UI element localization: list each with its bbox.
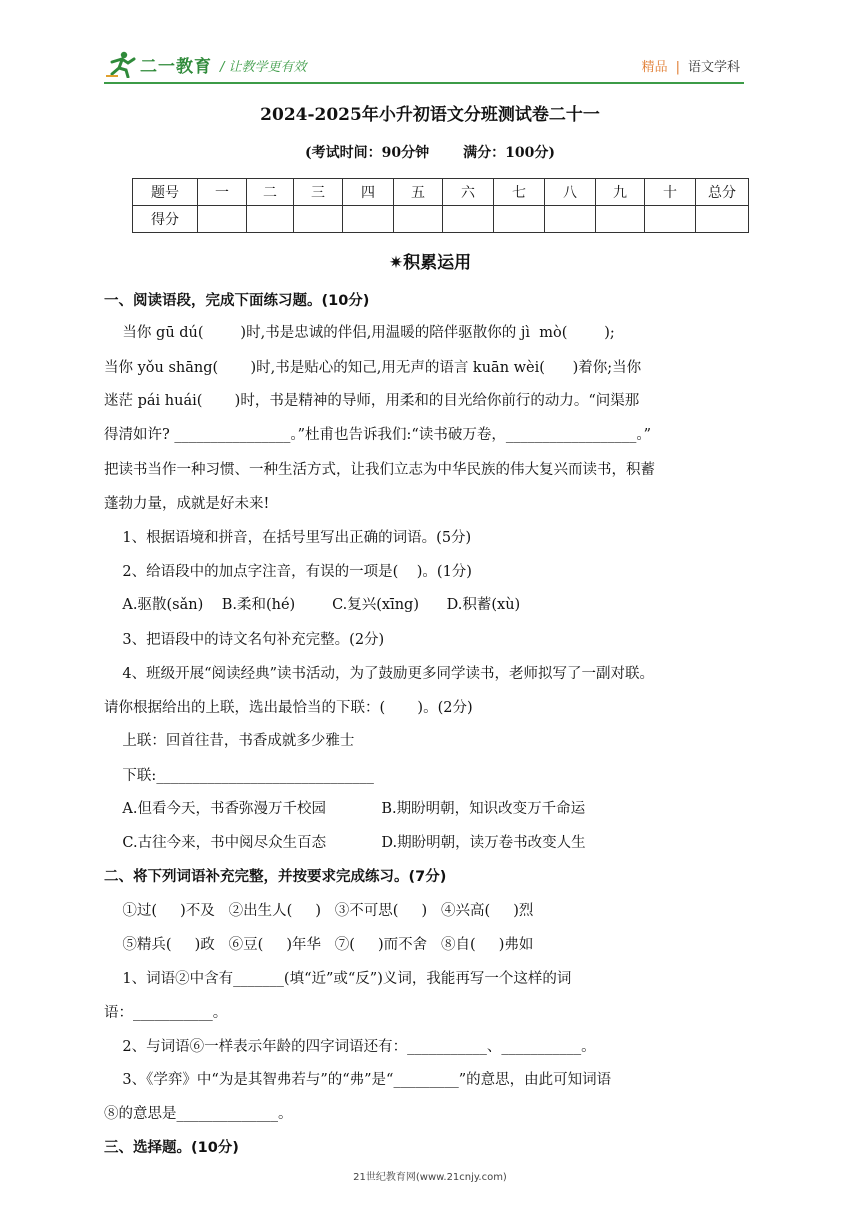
score-cell: 二 (247, 179, 294, 206)
sub-question: 4、班级开展“阅读经典”读书活动，为了鼓励更多同学读书，老师拟写了一副对联。 (104, 666, 654, 682)
score-input-cell[interactable] (294, 206, 343, 233)
sub-question: 1、词语②中含有_______(填“近”或“反”)义词，我能再写一个这样的词 (104, 971, 572, 987)
exam-full-score: 满分：100分) (463, 145, 555, 161)
answer-options: C.古往今来，书中阅尽众生百态 D.期盼明朝，读万卷书改变人生 (104, 835, 586, 851)
score-input-cell[interactable] (247, 206, 294, 233)
score-cell: 八 (545, 179, 596, 206)
jingpin-label: 精品 (641, 60, 668, 75)
couplet-line: 下联:______________________________ (104, 768, 374, 784)
sub-question: 请你根据给出的上联，选出最恰当的下联：( )。(2分) (104, 700, 473, 716)
slogan: / 让教学更有效 (220, 60, 307, 75)
sub-question: ⑧的意思是______________。 (104, 1106, 293, 1122)
separator: | (675, 60, 680, 75)
page-footer: 21世纪教育网(www.21cnjy.com) (353, 1172, 507, 1183)
header-divider (104, 82, 744, 84)
passage-line: 蓬勃力量，成就是好未来! (104, 496, 270, 512)
score-cell: 一 (198, 179, 247, 206)
score-cell: 题号 (133, 179, 198, 206)
score-input-cell[interactable] (545, 206, 596, 233)
score-input-cell[interactable] (394, 206, 443, 233)
score-table-score-row (133, 206, 749, 233)
couplet-line: 上联：回首往昔，书香成就多少雅士 (104, 733, 355, 749)
passage-line: 把读书当作一种习惯、一种生活方式，让我们立志为中华民族的伟大复兴而读书，积蓄 (104, 462, 655, 478)
logo-text: 二一教育 (140, 56, 212, 77)
page-title: 2024-2025年小升初语文分班测试卷二十一 (260, 105, 600, 125)
score-input-cell[interactable] (596, 206, 645, 233)
score-cell: 九 (596, 179, 645, 206)
word-fill-line: ⑤精兵( )政 ⑥豆( )年华 ⑦( )而不舍 ⑧自( )弗如 (104, 937, 534, 953)
score-input-cell[interactable] (494, 206, 545, 233)
score-table-header-row (133, 179, 749, 206)
word-fill-line: ①过( )不及 ②出生人( ) ③不可思( ) ④兴高( )烈 (104, 903, 534, 919)
sub-question: 2、与词语⑥一样表示年龄的四字词语还有：___________、___________。 (104, 1039, 596, 1055)
sub-question: 语：___________。 (104, 1005, 228, 1021)
logo (104, 50, 212, 78)
passage-line: 当你 yǒu shāng( )时,书是贴心的知己,用无声的语言 kuān wèi( )着你;当你 (104, 360, 642, 376)
score-cell: 七 (494, 179, 545, 206)
question-heading: 一、阅读语段，完成下面练习题。(10分) (104, 293, 370, 309)
passage-line: 迷茫 pái huái( )时，书是精神的导师，用柔和的目光给你前行的动力。“问渠那 (104, 393, 640, 409)
exam-time: (考试时间：90分钟 (305, 145, 430, 161)
sub-question: 3、《学弈》中“为是其智弗若与”的“弗”是“_________”的意思，由此可知词语 (104, 1072, 612, 1088)
score-cell: 五 (394, 179, 443, 206)
score-table (132, 178, 749, 233)
answer-options: A.但看今天，书香弥漫万千校园 B.期盼明朝，知识改变万千命运 (104, 801, 586, 817)
score-input-cell[interactable] (696, 206, 749, 233)
question-heading: 二、将下列词语补充完整，并按要求完成练习。(7分) (104, 869, 447, 885)
sub-question: 1、根据语境和拼音，在括号里写出正确的词语。(5分) (104, 530, 472, 546)
section-title: ✷积累运用 (388, 253, 472, 273)
sub-question: 2、给语段中的加点字注音，有误的一项是( )。(1分) (104, 564, 472, 580)
question-heading: 三、选择题。(10分) (104, 1140, 239, 1156)
answer-options: A.驱散(sǎn) B.柔和(hé) C.复兴(xīng) D.积蓄(xù) (104, 597, 521, 613)
score-cell: 三 (294, 179, 343, 206)
score-cell: 六 (443, 179, 494, 206)
score-input-cell[interactable] (198, 206, 247, 233)
subject-label: 语文学科 (687, 60, 740, 75)
score-cell: 四 (343, 179, 394, 206)
brand-label (642, 56, 740, 75)
passage-line: 得清如许? ________________。”杜甫也告诉我们:“读书破万卷，__________________。” (104, 427, 652, 443)
running-man-logo-icon (104, 50, 138, 78)
score-input-cell[interactable] (645, 206, 696, 233)
passage-line: 当你 gū dú( )时,书是忠诚的伴侣,用温暖的陪伴驱散你的 jì mò( ); (104, 325, 615, 341)
score-input-cell[interactable] (343, 206, 394, 233)
score-row-label: 得分 (133, 206, 198, 233)
score-cell: 总分 (696, 179, 749, 206)
score-cell: 十 (645, 179, 696, 206)
page-header (104, 46, 740, 86)
exam-info (0, 142, 860, 162)
score-input-cell[interactable] (443, 206, 494, 233)
sub-question: 3、把语段中的诗文名句补充完整。(2分) (104, 632, 385, 648)
